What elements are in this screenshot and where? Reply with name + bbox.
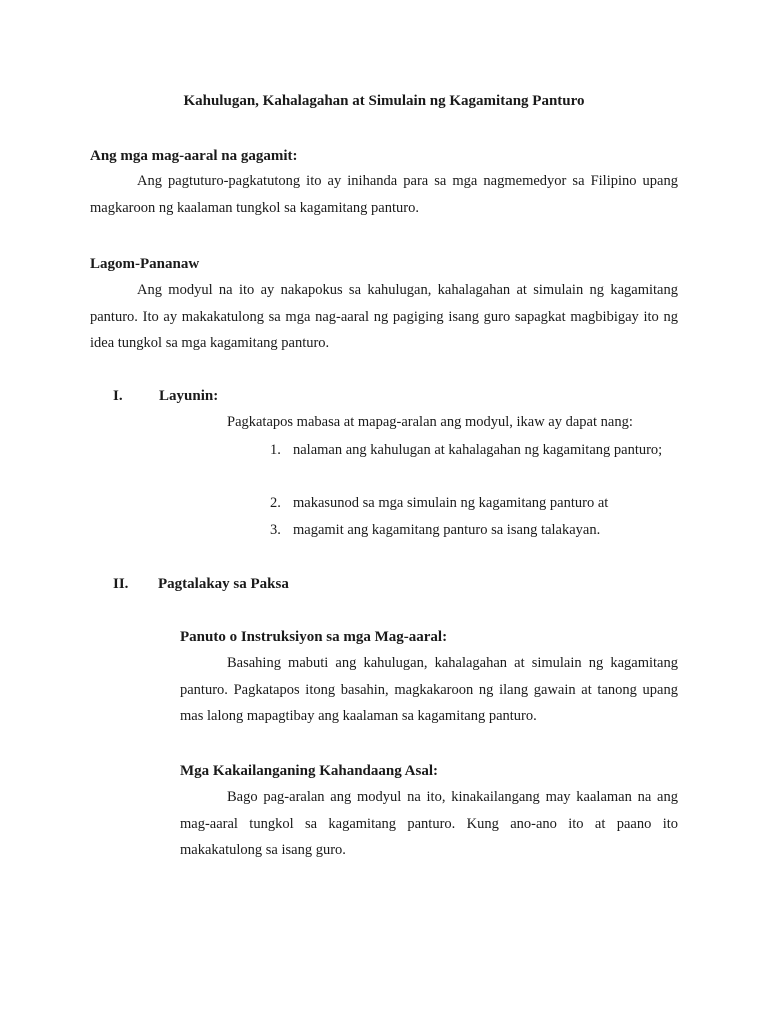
list-text: nalaman ang kahulugan at kahalagahan ng kagamitang panturo;: [293, 442, 663, 458]
overview-heading: Lagom-Pananaw: [90, 256, 200, 272]
list-number: 2.: [270, 495, 281, 511]
list-number: 3.: [270, 522, 281, 538]
section2-heading: Pagtalakay sa Paksa: [158, 576, 289, 592]
document-title: Kahulugan, Kahalagahan at Simulain ng Kagamitang Panturo: [183, 93, 585, 109]
section2-numeral: II.: [113, 576, 129, 592]
audience-heading: Ang mga mag-aaral na gagamit:: [90, 148, 298, 164]
list-text: makasunod sa mga simulain ng kagamitang panturo at: [293, 495, 609, 511]
list-item: [270, 517, 678, 544]
section1-heading: Layunin:: [159, 388, 219, 404]
objectives-intro: Pagkatapos mabasa at mapag-aralan ang modyul, ikaw ay dapat nang:: [227, 414, 633, 430]
section1-numeral: I.: [113, 388, 123, 404]
prerequisites-paragraph: Bago pag-aralan ang modyul na ito, kinakailangang may kaalaman na ang mag-aaral tungkol sa kagamitang panturo. Kung ano-ano ito at paano ito makakatulong sa isang guro.: [180, 789, 678, 858]
list-number: 1.: [270, 442, 281, 458]
list-item: [270, 490, 678, 517]
audience-paragraph: Ang pagtuturo-pagkatutong ito ay inihanda para sa mga nagmemedyor sa Filipino upang magkaroon ng kaalaman tungkol sa kagamitang panturo.: [90, 173, 678, 216]
instructions-paragraph: Basahing mabuti ang kahulugan, kahalagahan at simulain ng kagamitang panturo. Pagkatapos itong basahin, magkakaroon ng ilang gawain at tanong upang mas lalong mapagtibay ang kaalaman sa kagamitang panturo.: [180, 655, 678, 724]
list-text: magamit ang kagamitang panturo sa isang talakayan.: [293, 522, 601, 538]
prerequisites-heading: Mga Kakailanganing Kahandaang Asal:: [180, 763, 438, 779]
instructions-heading: Panuto o Instruksiyon sa mga Mag-aaral:: [180, 629, 448, 645]
overview-paragraph: Ang modyul na ito ay nakapokus sa kahulugan, kahalagahan at simulain ng kagamitang panturo. Ito ay makakatulong sa mga nag-aaral ng pagiging isang guro sapagkat magbibigay ito ng idea tungkol sa mga kagamitang panturo.: [90, 282, 678, 351]
list-item: [270, 437, 678, 490]
